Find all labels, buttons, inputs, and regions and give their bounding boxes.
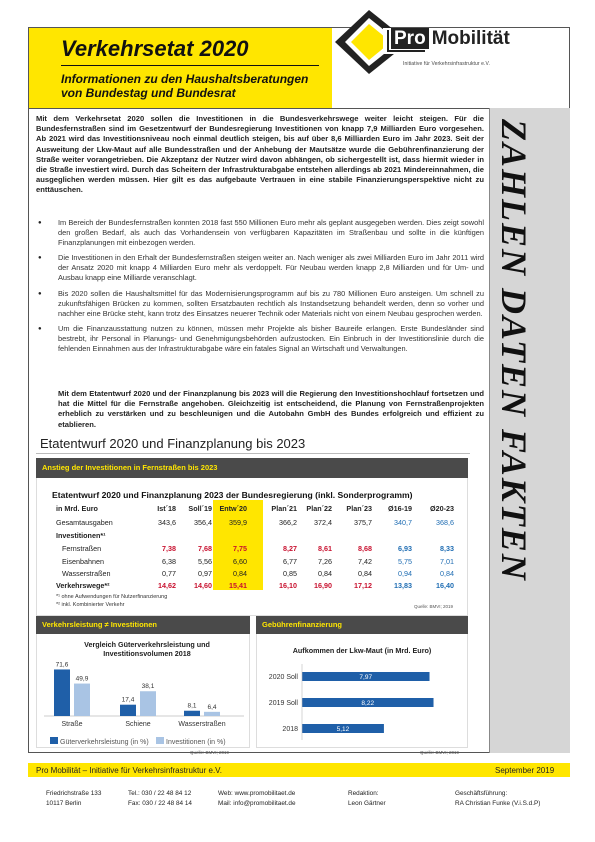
table-row-label: Gesamtausgaben bbox=[56, 518, 113, 527]
logo-wordmark bbox=[389, 28, 512, 50]
table-header-cell: in Mrd. Euro bbox=[56, 504, 98, 513]
logo-tagline: Initiative für Verkehrsinfrastruktur e.V. bbox=[403, 61, 491, 67]
table-row-label: Wasserstraßen bbox=[62, 569, 111, 578]
chart-bar bbox=[74, 684, 90, 716]
editor-label: Redaktion: bbox=[348, 790, 379, 797]
chart-bar bbox=[120, 705, 136, 716]
table-cell: 0,77 bbox=[162, 569, 176, 578]
table-cell: 7,26 bbox=[318, 557, 332, 566]
table-cell: 6,77 bbox=[283, 557, 297, 566]
legend-swatch bbox=[50, 737, 58, 744]
table-cell: 5,56 bbox=[198, 557, 212, 566]
table-cell: 0,97 bbox=[198, 569, 212, 578]
data-label: 5,12 bbox=[336, 726, 350, 733]
category-label: 2019 Soll bbox=[268, 700, 298, 707]
table-cell: 375,7 bbox=[354, 518, 372, 527]
left-chart-source: Quelle: BMVI; 2019 bbox=[190, 750, 230, 755]
table-cell: 359,9 bbox=[229, 518, 247, 527]
data-label: 8,22 bbox=[361, 700, 375, 707]
table-cell: 16,90 bbox=[314, 581, 332, 590]
table-cell: 6,38 bbox=[162, 557, 176, 566]
table-cell: 7,38 bbox=[162, 544, 176, 553]
table-cell: 0,84 bbox=[318, 569, 332, 578]
list-item: ● Im Bereich der Bundesfernstraßen konnten 2018 fast 550 Millionen Euro mehr als geplant ausgegeben werden. Dies zeigt sowohl den großen Bedarf, als auch das Vorhandensein von verfügbaren Kapazitäten im Straßenbau und sollte in die künftigen Finanzplanungen mit einbezogen werden. bbox=[36, 218, 484, 248]
logo-mobilitaet: Mobilität bbox=[431, 28, 510, 49]
chart-bar bbox=[204, 712, 220, 716]
table-row-label: Fernstraßen bbox=[62, 544, 102, 553]
table-cell: 5,75 bbox=[398, 557, 412, 566]
bullet-list bbox=[36, 218, 484, 359]
table-cell: 0,94 bbox=[398, 569, 412, 578]
table-header-cell: Plan´22 bbox=[306, 504, 332, 513]
footer-org: Pro Mobilität – Initiative für Verkehrsinfrastruktur e.V. bbox=[36, 766, 223, 775]
chart-bar bbox=[54, 669, 70, 716]
title-divider bbox=[61, 65, 319, 66]
table-cell: 0,84 bbox=[440, 569, 454, 578]
address-street: Friedrichstraße 133 bbox=[46, 790, 102, 797]
data-label: 49,9 bbox=[75, 675, 89, 683]
table-cell: 7,01 bbox=[440, 557, 454, 566]
right-chart-source: Quelle: BMVI; 2019 bbox=[420, 750, 460, 755]
table-cell: 368,6 bbox=[436, 518, 454, 527]
legend-label: Güterverkehrsleistung (in %) bbox=[60, 739, 149, 746]
page-title: Verkehrsetat 2020 bbox=[61, 36, 249, 61]
data-label: 6,4 bbox=[207, 703, 217, 711]
data-label: 8,1 bbox=[187, 702, 197, 710]
subtitle-line-1: Informationen zu den Haushaltsberatungen bbox=[61, 72, 309, 86]
left-chart-title-bar: Verkehrsleistung ≠ Investitionen bbox=[36, 616, 250, 634]
category-label: Wasserstraßen bbox=[178, 721, 226, 728]
table-cell: 0,84 bbox=[233, 569, 247, 578]
table-cell: 0,84 bbox=[358, 569, 372, 578]
management-label: Geschäftsführung: bbox=[455, 790, 508, 797]
website-link[interactable]: Web: www.promobilitaet.de bbox=[218, 790, 296, 797]
table-cell: 14,60 bbox=[194, 581, 212, 590]
section-divider bbox=[36, 453, 470, 454]
chart-bar bbox=[184, 711, 200, 716]
footer-web bbox=[218, 789, 296, 809]
table-cell: 16,10 bbox=[279, 581, 297, 590]
data-label: 71,6 bbox=[55, 661, 69, 669]
table-cell: 8,27 bbox=[283, 544, 297, 553]
table-cell: 340,7 bbox=[394, 518, 412, 527]
table-cell: 15,41 bbox=[229, 581, 247, 590]
right-bar-chart bbox=[258, 660, 466, 746]
table-header-cell: Ist´18 bbox=[157, 504, 176, 513]
list-item: ● Die Investitionen in den Erhalt der Bundesfernstraßen steigen weiter an. Nach weniger als zwei Milliarden Euro im Jahr 2011 wird der Ansatz 2020 mit knapp 4 Milliarden Euro mehr als verdoppelt. Für Neubau werden knapp 2,8 Milliarden und für Um- und Ausbau knapp eine Milliarde veranschlagt. bbox=[36, 253, 484, 283]
category-label: Schiene bbox=[125, 721, 151, 728]
table-header-cell: Soll´19 bbox=[188, 504, 212, 513]
table-cell: 13,83 bbox=[394, 581, 412, 590]
table-header-cell: Entw´20 bbox=[219, 504, 247, 513]
section-title: Etatentwurf 2020 und Finanzplanung bis 2023 bbox=[40, 436, 306, 451]
subtitle-line-2: von Bundestag und Bundesrat bbox=[61, 86, 236, 100]
management-name: RA Christian Funke (V.i.S.d.P) bbox=[455, 800, 541, 807]
header-title-block bbox=[29, 28, 332, 108]
right-chart-title: Aufkommen der Lkw-Maut (in Mrd. Euro) bbox=[292, 646, 432, 655]
list-item: ● Um die Finanzausstattung nutzen zu können, müssen mehr Projekte als bisher Baureife erlangen. Erste Bundesländer sind bestrebt, ihr Personal in Planungs- und Genehmigungsbehörden aufzustocken. Ein Einbruch in der Investitionslinie durch die fehlenden Einnahmen aus der Infrastrukturabgabe wäre ein fatales Signal an Wirtschaft und Verwaltungen. bbox=[36, 324, 484, 354]
table-note-2: *² inkl. Kombinierter Verkehr bbox=[56, 602, 125, 608]
left-chart-title: Vergleich Güterverkehrsleistung und Investitionsvolumen 2018 bbox=[84, 640, 210, 658]
table-cell: 7,42 bbox=[358, 557, 372, 566]
legend-label: Investitionen (in %) bbox=[166, 739, 226, 746]
table-cell: 14,62 bbox=[158, 581, 176, 590]
table-header-cell: Plan´21 bbox=[271, 504, 297, 513]
table-source: Quelle: BMVI; 2019 bbox=[414, 604, 454, 609]
data-label: 38,1 bbox=[141, 683, 155, 691]
footer-address bbox=[46, 789, 101, 809]
chart-bar bbox=[140, 691, 156, 716]
table-cell: 8,68 bbox=[358, 544, 372, 553]
page-subtitle bbox=[61, 72, 308, 100]
fax-number: Fax: 030 / 22 48 84 14 bbox=[128, 800, 192, 807]
table-cell: 7,75 bbox=[233, 544, 247, 553]
category-label: 2018 bbox=[282, 726, 298, 733]
footer-management bbox=[455, 789, 540, 809]
table-cell: 7,68 bbox=[198, 544, 212, 553]
right-chart-title-bar: Gebührenfinanzierung bbox=[256, 616, 468, 634]
table-header-cell: Plan´23 bbox=[346, 504, 372, 513]
intro-paragraph: Mit dem Verkehrsetat 2020 sollen die Investitionen in die Bundesverkehrswege weiter leicht steigen. Für die Bundesfernstraßen sind im Gesetzentwurf der Bundesregierung Investitionen von knapp 7,9 Milliarden Euro vorgesehen. Ab 2021 wird das Investitionsniveau noch einmal deutlich steigen, bis auf über 8,6 Milliarden Euro im Jahr 2023. Seit der Ausweitung der Lkw-Maut auf alle Bundesstraßen und der Anhebung der Mautsätze wurde die Gebührenfinanzierung der Straße weiter vorangetrieben. Die Akzeptanz der Nutzer wird davon abhängen, ob sichergestellt ist, dass hiermit wieder in die Straße investiert wird. Durch das Scheitern der Infrastrukturabgabe entstehen allerdings ab 2021 Mindereinnahmen, die ausgeglichen werden müssen. Hier gilt es das aufgebaute Vertrauen in eine stabile Finanzierungsperspektive nicht zu enttäuschen. bbox=[36, 114, 484, 195]
side-heading: ZAHLEN DATEN FAKTEN bbox=[494, 119, 534, 582]
table-cell: 6,93 bbox=[398, 544, 412, 553]
table-row-label: Verkehrswege*² bbox=[56, 581, 110, 590]
table-cell: 372,4 bbox=[314, 518, 332, 527]
left-bar-chart bbox=[40, 660, 246, 748]
table-cell: 0,85 bbox=[283, 569, 297, 578]
logo-pro: Pro bbox=[391, 28, 429, 49]
data-label: 17,4 bbox=[121, 696, 135, 704]
category-label: Straße bbox=[61, 721, 83, 728]
table-cell: 356,4 bbox=[194, 518, 212, 527]
footer-phone bbox=[128, 789, 192, 809]
table-row-label: Eisenbahnen bbox=[62, 557, 104, 566]
table-cell: 16,40 bbox=[436, 581, 454, 590]
footer-date: September 2019 bbox=[495, 766, 555, 775]
email-link[interactable]: Mail: info@promobilitaet.de bbox=[218, 800, 296, 807]
table-panel-title-bar: Anstieg der Investitionen in Fernstraßen bis 2023 bbox=[36, 458, 468, 478]
category-label: 2020 Soll bbox=[268, 674, 298, 681]
footer-editor bbox=[348, 789, 386, 809]
editor-name: Leon Gärtner bbox=[348, 800, 386, 807]
table-cell: 366,2 bbox=[279, 518, 297, 527]
table-cell: 343,6 bbox=[158, 518, 176, 527]
table-header-cell: Ø20-23 bbox=[430, 504, 454, 513]
table-header-cell: Ø16-19 bbox=[388, 504, 412, 513]
table-note-1: *¹ ohne Aufwendungen für Nutzerfinanzierung bbox=[56, 594, 168, 600]
closing-paragraph: Mit dem Etatentwurf 2020 und der Finanzplanung bis 2023 will die Regierung den Investitionshochlauf fortsetzen und hat die Mittel für die Fernstraße angehoben. Gleichzeitig ist entscheidend, die Planung von Fernstraßenprojekten erheblich zu verstärken und zu beschleunigen und die Autobahn GmbH des Bundes erfolgreich und effizient zu etablieren. bbox=[58, 389, 484, 429]
table-cell: 17,12 bbox=[354, 581, 372, 590]
phone-number: Tel.: 030 / 22 48 84 12 bbox=[128, 790, 192, 797]
table-cell: 6,60 bbox=[233, 557, 247, 566]
table-row-label: Investitionen*¹ bbox=[56, 531, 106, 540]
legend-swatch bbox=[156, 737, 164, 744]
table-cell: 8,33 bbox=[440, 544, 454, 553]
data-label: 7,97 bbox=[359, 674, 373, 681]
address-city: 10117 Berlin bbox=[46, 800, 82, 807]
table-cell: 8,61 bbox=[318, 544, 332, 553]
list-item: ● Bis 2020 sollen die Haushaltsmittel für das Modernisierungsprogramm auf bis zu 780 Millionen Euro ansteigen. Um schnell zu zukunftsfähigen Brücken zu kommen, sollten Ersatzbauten rechtlich als Instandsetzung behandelt werden, denn so vorher und nachher eine Brücke steht, kann trotz des Einsatzes neuerer Technik oder Materials nicht von einem Neubau gesprochen werden. bbox=[36, 289, 484, 319]
table-title: Etatentwurf 2020 und Finanzplanung 2023 der Bundesregierung (inkl. Sonderprogramm) bbox=[52, 490, 413, 500]
